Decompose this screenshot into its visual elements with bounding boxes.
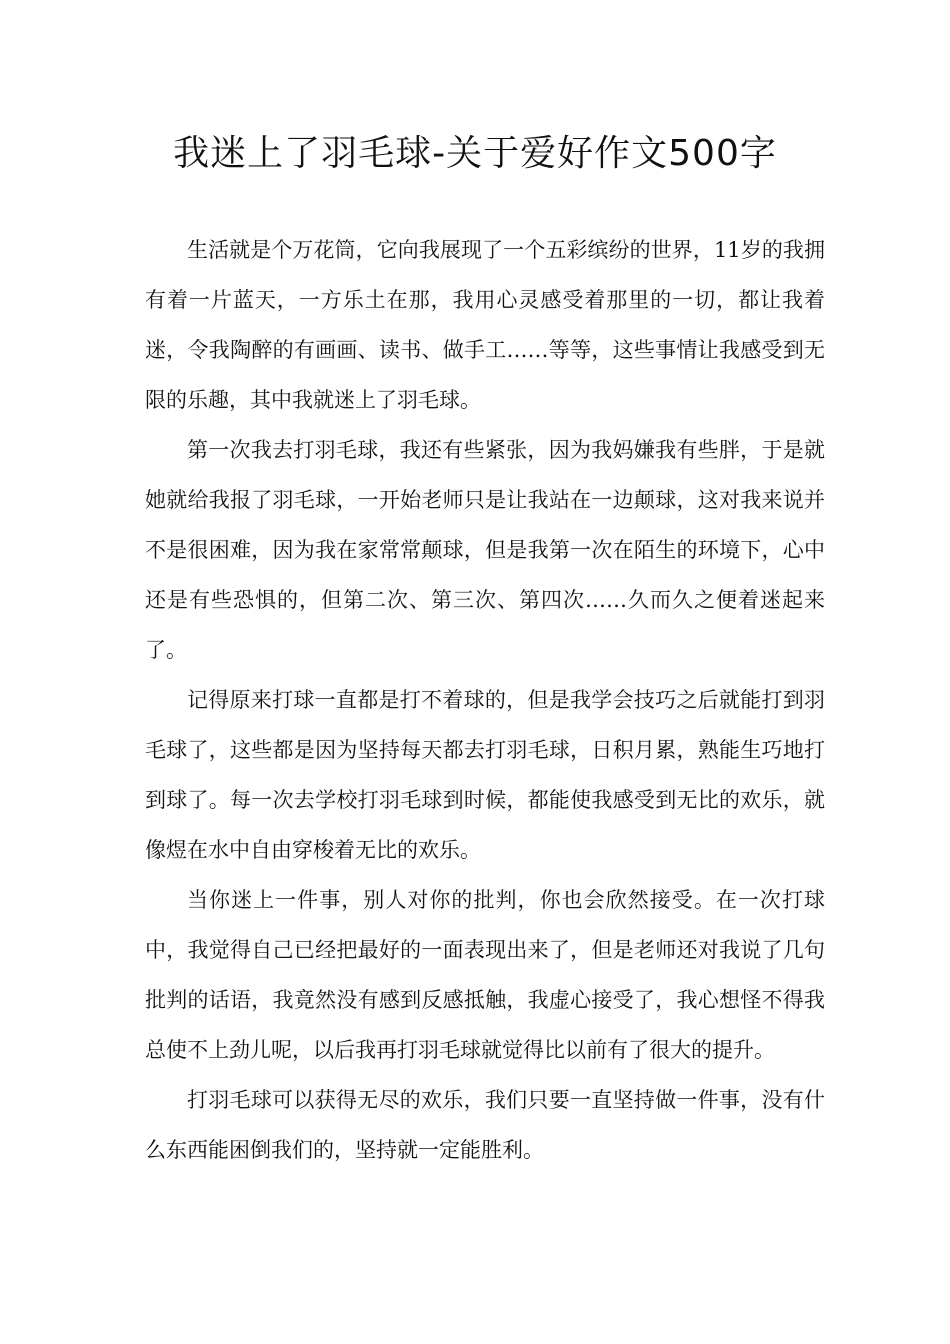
document-title: 我迷上了羽毛球-关于爱好作文500字 <box>173 133 777 174</box>
paragraph-1: 生活就是个万花筒，它向我展现了一个五彩缤纷的世界，11岁的我拥有着一片蓝天，一方乐土在那，我用心灵感受着那里的一切，都让我着迷，令我陶醉的有画画、读书、做手工……等等，这些事情让我感受到无限的乐趣，其中我就迷上了羽毛球。 <box>145 238 825 412</box>
paragraph-4: 当你迷上一件事，别人对你的批判，你也会欣然接受。在一次打球中，我觉得自己已经把最好的一面表现出来了，但是老师还对我说了几句批判的话语，我竟然没有感到反感抵触，我虚心接受了，我心想怪不得我总使不上劲儿呢，以后我再打羽毛球就觉得比以前有了很大的提升。 <box>145 888 825 1062</box>
paragraph-3: 记得原来打球一直都是打不着球的，但是我学会技巧之后就能打到羽毛球了，这些都是因为坚持每天都去打羽毛球，日积月累，熟能生巧地打到球了。每一次去学校打羽毛球到时候，都能使我感受到无比的欢乐，就像煜在水中自由穿梭着无比的欢乐。 <box>145 688 825 862</box>
paragraph-5: 打羽毛球可以获得无尽的欢乐，我们只要一直坚持做一件事，没有什么东西能困倒我们的，坚持就一定能胜利。 <box>145 1088 825 1162</box>
paragraph-2: 第一次我去打羽毛球，我还有些紧张，因为我妈嫌我有些胖，于是就她就给我报了羽毛球，一开始老师只是让我站在一边颠球，这对我来说并不是很困难，因为我在家常常颠球，但是我第一次在陌生的环境下，心中还是有些恐惧的，但第二次、第三次、第四次……久而久之便着迷起来了。 <box>145 438 825 662</box>
document-body <box>145 225 825 1175</box>
